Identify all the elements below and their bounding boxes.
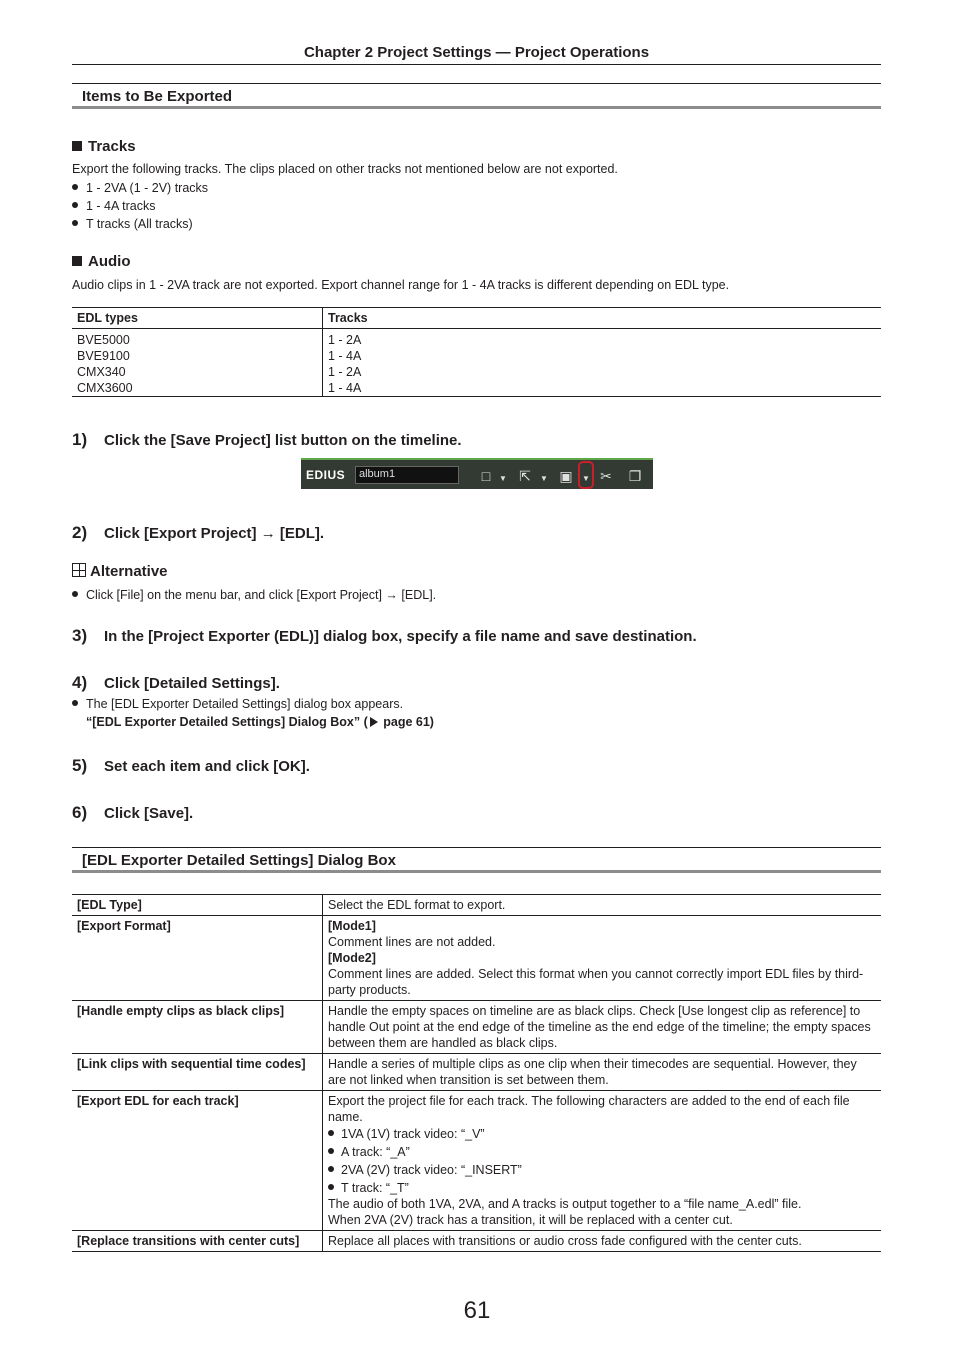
chapter-header: Chapter 2 Project Settings — Project Operations: [303, 44, 650, 61]
list-item: 1 - 2VA (1 - 2V) tracks: [72, 181, 208, 195]
bullet-icon: [328, 1166, 334, 1172]
step-text: Click [Save].: [104, 805, 194, 822]
table-row: [72, 916, 881, 1001]
tracks-description: Export the following tracks. The clips placed on other tracks not mentioned below are not exported.: [72, 162, 618, 176]
table-cell: CMX3600: [77, 381, 133, 395]
list-item: T track: “_T”: [328, 1180, 876, 1196]
subheading-audio: Audio: [72, 253, 131, 270]
arrow-right-icon: [370, 717, 378, 727]
setting-name: [Export EDL for each track]: [72, 1091, 323, 1231]
table-cell: 1 - 4A: [328, 349, 362, 363]
timeline-toolbar: [301, 458, 653, 489]
table-row: [72, 329, 881, 397]
setting-name: [Replace transitions with center cuts]: [72, 1231, 323, 1252]
table-row: [72, 1231, 881, 1252]
page-reference-link[interactable]: “[EDL Exporter Detailed Settings] Dialog Box” ( page 61): [86, 715, 434, 729]
square-bullet-icon: [72, 141, 82, 151]
open-project-icon[interactable]: ⇱: [519, 468, 531, 484]
section-title: [EDL Exporter Detailed Settings] Dialog Box: [82, 852, 396, 869]
edius-logo: EDIUS: [306, 468, 346, 482]
step-number: 1): [72, 430, 88, 449]
new-project-icon[interactable]: □: [481, 468, 491, 484]
step-number: 2): [72, 523, 88, 542]
setting-name: [Link clips with sequential time codes]: [72, 1054, 323, 1091]
cut-icon[interactable]: ✂: [600, 468, 612, 484]
table-cell: 1 - 2A: [328, 333, 362, 347]
table-row: [72, 1091, 881, 1231]
table-row: [72, 1001, 881, 1054]
edl-types-table: [72, 307, 881, 397]
table-cell: 1 - 4A: [328, 381, 362, 395]
setting-description: Handle a series of multiple clips as one clip when their timecodes are sequential. However, they are not linked when transition is set between them.: [328, 1057, 857, 1087]
subheading-tracks: Tracks: [72, 138, 136, 155]
step-number: 4): [72, 673, 88, 692]
section-heading-items: [72, 83, 881, 109]
step-number: 5): [72, 756, 88, 775]
alternative-heading: Alternative: [72, 563, 168, 580]
bullet-icon: [328, 1184, 334, 1190]
bullet-icon: [72, 184, 78, 190]
square-bullet-icon: [72, 256, 82, 266]
list-item: A track: “_A”: [328, 1144, 876, 1160]
dialog-settings-table: [72, 894, 881, 1252]
list-item: 1VA (1V) track video: “_V”: [328, 1126, 876, 1142]
table-row: [72, 895, 881, 916]
chevron-down-icon[interactable]: ▼: [540, 474, 548, 483]
chevron-down-icon[interactable]: ▼: [499, 474, 507, 483]
step-text: Click [Detailed Settings].: [104, 675, 280, 692]
mode-text: Comment lines are added. Select this format when you cannot correctly import EDL files by third-party products.: [328, 967, 864, 997]
bullet-icon: [72, 591, 78, 597]
table-cell: CMX340: [77, 365, 126, 379]
description-note: When 2VA (2V) track has a transition, it will be replaced with a center cut.: [328, 1213, 733, 1227]
table-cell: 1 - 2A: [328, 365, 362, 379]
bullet-icon: [72, 700, 78, 706]
setting-description: [323, 916, 882, 1001]
table-row: [72, 1054, 881, 1091]
list-item: Click [File] on the menu bar, and click [Export Project] → [EDL].: [72, 588, 436, 602]
bullet-icon: [72, 220, 78, 226]
section-heading-dialog: [72, 847, 881, 873]
setting-description: Replace all places with transitions or audio cross fade configured with the center cuts.: [328, 1234, 802, 1248]
setting-name: [Export Format]: [72, 916, 323, 1001]
bullet-icon: [72, 202, 78, 208]
list-item: 1 - 4A tracks: [72, 199, 155, 213]
audio-description: Audio clips in 1 - 2VA track are not exported. Export channel range for 1 - 4A tracks is different depending on EDL type.: [72, 278, 730, 292]
setting-name: [EDL Type]: [72, 895, 323, 916]
step-number: 3): [72, 626, 88, 645]
step-text: Set each item and click [OK].: [104, 758, 310, 775]
step-text: Click the [Save Project] list button on the timeline.: [104, 432, 462, 449]
description-note: The audio of both 1VA, 2VA, and A tracks is output together to a “file name_A.edl” file.: [328, 1197, 802, 1211]
step-text: In the [Project Exporter (EDL)] dialog box, specify a file name and save destination.: [104, 628, 697, 645]
mode-label: [Mode2]: [328, 951, 376, 965]
table-cell: BVE5000: [77, 333, 130, 347]
list-item: 2VA (2V) track video: “_INSERT”: [328, 1162, 876, 1178]
bullet-icon: [328, 1148, 334, 1154]
save-project-list-button[interactable]: ▼: [582, 474, 590, 483]
mode-text: Comment lines are not added.: [328, 935, 496, 949]
setting-description: Handle the empty spaces on timeline are as black clips. Check [Use longest clip as reference] to handle Out point at the end edge of the timeline as the end edge of the timeline; the empty spaces between them are handled as black clips.: [328, 1004, 871, 1050]
copy-icon[interactable]: ❐: [628, 468, 642, 484]
header-rule: [72, 64, 881, 65]
alternative-icon: [72, 563, 86, 577]
list-item: The [EDL Exporter Detailed Settings] dialog box appears.: [72, 697, 403, 711]
setting-description: Select the EDL format to export.: [328, 898, 506, 912]
step-number: 6): [72, 803, 88, 822]
bullet-icon: [328, 1130, 334, 1136]
description-intro: Export the project file for each track. The following characters are added to the end of each file name.: [328, 1094, 850, 1124]
table-cell: BVE9100: [77, 349, 130, 363]
table-header-row: [72, 308, 881, 329]
page-number: 61: [463, 1297, 491, 1324]
project-name-field[interactable]: album1: [355, 466, 459, 484]
mode-label: [Mode1]: [328, 919, 376, 933]
section-title: Items to Be Exported: [82, 88, 233, 105]
column-header: EDL types: [72, 308, 323, 329]
step-text: Click [Export Project] → [EDL].: [104, 525, 325, 542]
setting-name: [Handle empty clips as black clips]: [72, 1001, 323, 1054]
setting-description: [323, 1091, 882, 1231]
column-header: Tracks: [323, 308, 882, 329]
save-project-icon[interactable]: ▣: [559, 468, 573, 484]
list-item: T tracks (All tracks): [72, 217, 193, 231]
